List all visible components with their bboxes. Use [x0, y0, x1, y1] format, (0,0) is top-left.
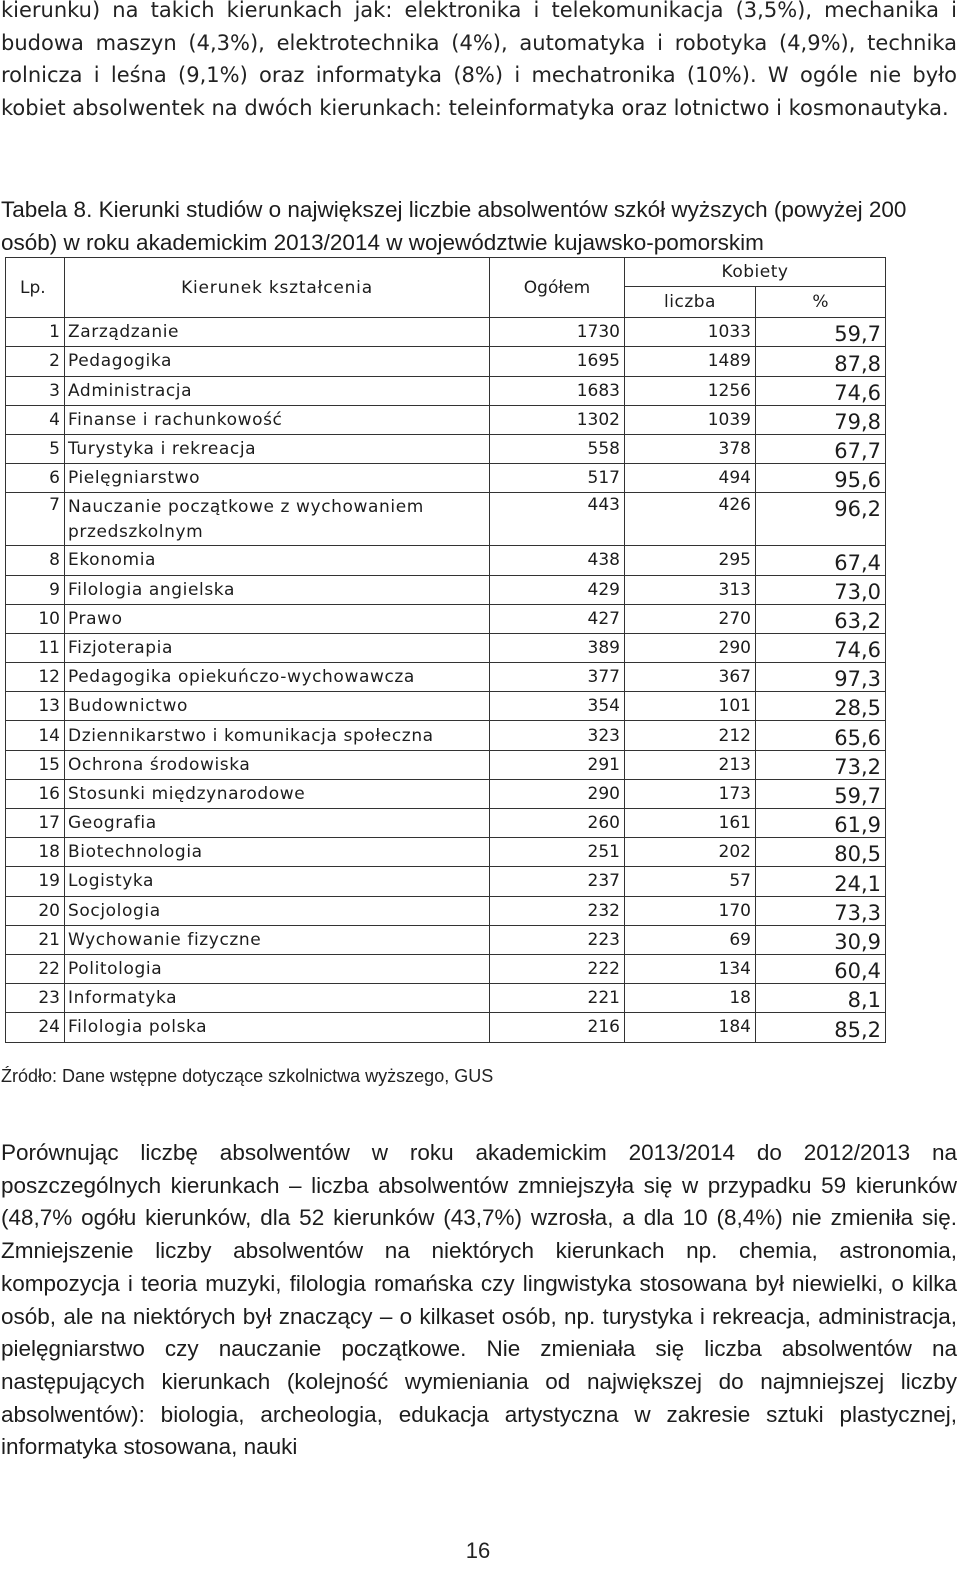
row-women: 161	[625, 809, 756, 838]
body-paragraph: Porównując liczbę absolwentów w roku akademickim 2013/2014 do 2012/2013 na poszczególnych kierunkach – liczba absolwentów zmniejszyła się w przypadku 59 kierunków (48,7% ogółu kierunków, dla 52 kierunków (43,7%) wzrosła, a dla 10 (8,4%) nie zmieniła się. Zmniejszenie liczby absolwentów na niektórych kierunkach np. chemia, astronomia, kompozycja i teoria muzyki, filologia romańska czy lingwistyka stosowana był niewielki, o kilka osób, ale na niektórych był znaczący – o kilkaset osób, np. turystyka i rekreacja, administracja, pielęgniarstwo czy nauczanie początkowe. Nie zmieniała się liczba absolwentów na następujących kierunkach (kolejność wymieniania od największej do najmniejszej liczby absolwentów): biologia, archeologia, edukacja artystyczna w zakresie sztuki plastycznej, informatyka stosowana, nauki	[1, 1140, 957, 1460]
row-kierunek: Logistyka	[65, 867, 490, 896]
graduates-table	[5, 257, 886, 1043]
table-body	[6, 318, 886, 1042]
row-kierunek: Nauczanie początkowe z wychowaniem przedszkolnym	[65, 493, 490, 546]
row-percent: 59,7	[756, 318, 886, 347]
row-women: 57	[625, 867, 756, 896]
row-kierunek: Filologia angielska	[65, 575, 490, 604]
table-caption: Tabela 8. Kierunki studiów o największej liczbie absolwentów szkół wyższych (powyżej 200 osób) w roku akademickim 2013/2014 w województwie kujawsko-pomorskim	[1, 197, 907, 255]
row-number: 18	[6, 838, 65, 867]
table-row	[6, 809, 886, 838]
row-total: 429	[490, 575, 625, 604]
row-percent: 73,3	[756, 896, 886, 925]
row-total: 251	[490, 838, 625, 867]
row-percent: 73,0	[756, 575, 886, 604]
row-total: 223	[490, 925, 625, 954]
row-percent: 87,8	[756, 347, 886, 376]
row-total: 1683	[490, 376, 625, 405]
row-total: 389	[490, 633, 625, 662]
row-percent: 79,8	[756, 405, 886, 434]
row-kierunek: Filologia polska	[65, 1013, 490, 1042]
row-number: 6	[6, 464, 65, 493]
row-kierunek: Informatyka	[65, 984, 490, 1013]
row-total: 290	[490, 779, 625, 808]
row-number: 15	[6, 750, 65, 779]
row-women: 134	[625, 954, 756, 983]
row-women: 202	[625, 838, 756, 867]
row-women: 367	[625, 663, 756, 692]
row-number: 4	[6, 405, 65, 434]
row-number: 24	[6, 1013, 65, 1042]
row-total: 222	[490, 954, 625, 983]
row-total: 1730	[490, 318, 625, 347]
intro-paragraph: kierunku) na takich kierunkach jak: elektronika i telekomunikacja (3,5%), mechanika i budowa maszyn (4,3%), elektrotechnika (4%), automatyka i robotyka (4,9%), technika rolnicza i leśna (9,1%) oraz informatyka (8%) i mechatronika (10%). W ogóle nie było kobiet absolwentek na dwóch kierunkach: teleinformatyka oraz lotnictwo i kosmonautyka.	[1, 0, 957, 120]
row-women: 1039	[625, 405, 756, 434]
row-women: 184	[625, 1013, 756, 1042]
row-percent: 61,9	[756, 809, 886, 838]
row-total: 216	[490, 1013, 625, 1042]
table-row	[6, 1013, 886, 1042]
row-women: 170	[625, 896, 756, 925]
row-percent: 60,4	[756, 954, 886, 983]
table-row	[6, 867, 886, 896]
row-total: 221	[490, 984, 625, 1013]
row-number: 5	[6, 434, 65, 463]
row-women: 69	[625, 925, 756, 954]
row-total: 517	[490, 464, 625, 493]
row-kierunek: Geografia	[65, 809, 490, 838]
table-row	[6, 721, 886, 750]
row-women: 213	[625, 750, 756, 779]
row-women: 494	[625, 464, 756, 493]
table-row	[6, 575, 886, 604]
row-percent: 96,2	[756, 493, 886, 546]
row-percent: 80,5	[756, 838, 886, 867]
row-total: 354	[490, 692, 625, 721]
row-kierunek: Turystyka i rekreacja	[65, 434, 490, 463]
table-row	[6, 692, 886, 721]
row-kierunek: Fizjoterapia	[65, 633, 490, 662]
header-lp: Lp.	[6, 258, 65, 318]
row-total: 291	[490, 750, 625, 779]
table-row	[6, 838, 886, 867]
row-number: 13	[6, 692, 65, 721]
row-percent: 95,6	[756, 464, 886, 493]
row-kierunek: Ekonomia	[65, 546, 490, 575]
row-number: 1	[6, 318, 65, 347]
table-row	[6, 464, 886, 493]
table-row	[6, 663, 886, 692]
row-number: 10	[6, 604, 65, 633]
row-number: 23	[6, 984, 65, 1013]
header-ogolem: Ogółem	[490, 258, 625, 318]
row-women: 295	[625, 546, 756, 575]
row-kierunek: Stosunki międzynarodowe	[65, 779, 490, 808]
row-kierunek: Finanse i rachunkowość	[65, 405, 490, 434]
row-percent: 74,6	[756, 376, 886, 405]
table-row	[6, 434, 886, 463]
row-total: 237	[490, 867, 625, 896]
row-total: 427	[490, 604, 625, 633]
row-women: 173	[625, 779, 756, 808]
table-row	[6, 984, 886, 1013]
row-women: 1033	[625, 318, 756, 347]
row-kierunek: Dziennikarstwo i komunikacja społeczna	[65, 721, 490, 750]
row-women: 313	[625, 575, 756, 604]
row-number: 21	[6, 925, 65, 954]
row-number: 14	[6, 721, 65, 750]
row-total: 438	[490, 546, 625, 575]
row-number: 17	[6, 809, 65, 838]
table-row	[6, 347, 886, 376]
row-percent: 8,1	[756, 984, 886, 1013]
row-number: 16	[6, 779, 65, 808]
row-total: 260	[490, 809, 625, 838]
table-row	[6, 318, 886, 347]
row-kierunek: Socjologia	[65, 896, 490, 925]
header-liczba: liczba	[625, 287, 756, 318]
row-number: 22	[6, 954, 65, 983]
row-percent: 85,2	[756, 1013, 886, 1042]
row-kierunek: Pedagogika opiekuńczo-wychowawcza	[65, 663, 490, 692]
row-kierunek: Biotechnologia	[65, 838, 490, 867]
row-kierunek: Administracja	[65, 376, 490, 405]
row-women: 426	[625, 493, 756, 546]
row-percent: 28,5	[756, 692, 886, 721]
row-number: 11	[6, 633, 65, 662]
row-women: 270	[625, 604, 756, 633]
table-row	[6, 896, 886, 925]
table-row	[6, 954, 886, 983]
row-women: 1256	[625, 376, 756, 405]
table-header	[6, 258, 886, 318]
row-women: 378	[625, 434, 756, 463]
row-women: 18	[625, 984, 756, 1013]
table-row	[6, 376, 886, 405]
row-percent: 63,2	[756, 604, 886, 633]
row-percent: 67,7	[756, 434, 886, 463]
row-total: 323	[490, 721, 625, 750]
header-kobiety: Kobiety	[625, 258, 886, 287]
row-percent: 73,2	[756, 750, 886, 779]
row-percent: 97,3	[756, 663, 886, 692]
row-kierunek: Politologia	[65, 954, 490, 983]
row-kierunek: Prawo	[65, 604, 490, 633]
table-row	[6, 604, 886, 633]
row-number: 19	[6, 867, 65, 896]
row-percent: 59,7	[756, 779, 886, 808]
row-total: 443	[490, 493, 625, 546]
table-row	[6, 493, 886, 546]
page-number: 16	[465, 1538, 491, 1563]
header-procent: %	[756, 287, 886, 318]
header-kierunek: Kierunek kształcenia	[65, 258, 490, 318]
row-number: 2	[6, 347, 65, 376]
row-number: 3	[6, 376, 65, 405]
source-note: Źródło: Dane wstępne dotyczące szkolnictwa wyższego, GUS	[1, 1066, 494, 1086]
row-percent: 67,4	[756, 546, 886, 575]
row-total: 558	[490, 434, 625, 463]
row-kierunek: Wychowanie fizyczne	[65, 925, 490, 954]
row-number: 9	[6, 575, 65, 604]
row-total: 1302	[490, 405, 625, 434]
row-kierunek: Pedagogika	[65, 347, 490, 376]
row-percent: 74,6	[756, 633, 886, 662]
table-row	[6, 750, 886, 779]
row-women: 101	[625, 692, 756, 721]
row-kierunek: Pielęgniarstwo	[65, 464, 490, 493]
row-women: 1489	[625, 347, 756, 376]
row-total: 377	[490, 663, 625, 692]
table-row	[6, 925, 886, 954]
row-kierunek: Ochrona środowiska	[65, 750, 490, 779]
row-kierunek: Budownictwo	[65, 692, 490, 721]
table-row	[6, 546, 886, 575]
table-row	[6, 405, 886, 434]
row-number: 20	[6, 896, 65, 925]
row-women: 290	[625, 633, 756, 662]
row-kierunek: Zarządzanie	[65, 318, 490, 347]
row-total: 232	[490, 896, 625, 925]
row-total: 1695	[490, 347, 625, 376]
row-women: 212	[625, 721, 756, 750]
table-row	[6, 633, 886, 662]
row-percent: 24,1	[756, 867, 886, 896]
row-number: 8	[6, 546, 65, 575]
row-number: 12	[6, 663, 65, 692]
row-percent: 65,6	[756, 721, 886, 750]
row-percent: 30,9	[756, 925, 886, 954]
table-row	[6, 779, 886, 808]
row-number: 7	[6, 493, 65, 546]
